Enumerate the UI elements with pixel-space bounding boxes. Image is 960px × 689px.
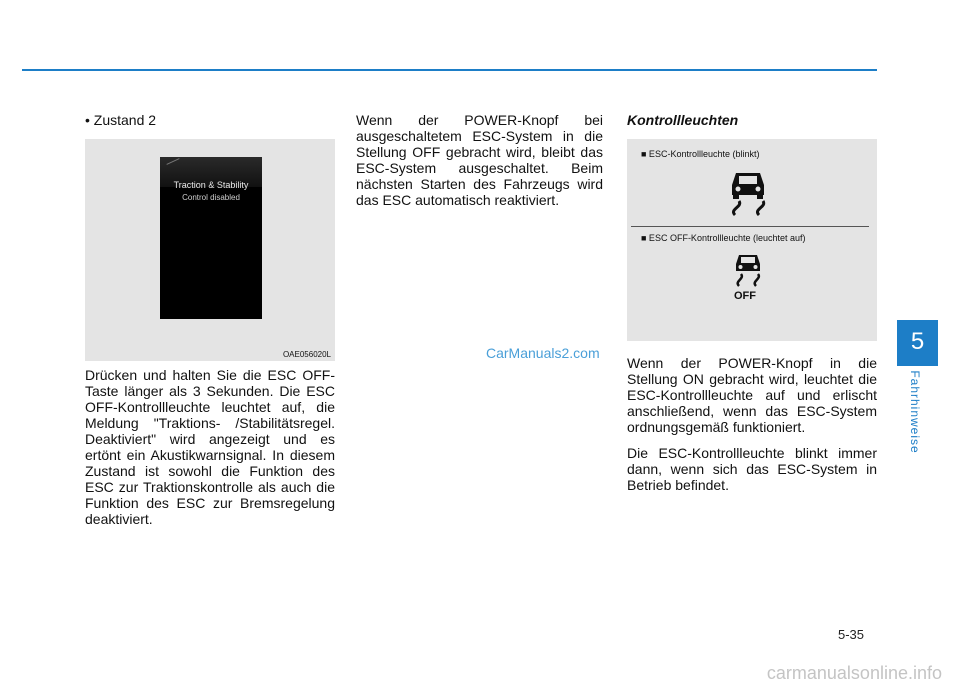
chapter-label-wrap xyxy=(905,370,925,460)
middle-body-text: Wenn der POWER-Knopf bei ausgeschaltetem ESC-System in die Stellung OFF gebracht wird, bleibt das ESC-System ausgeschaltet. Beim nächsten Starten des Fahrzeugs wird das ESC automatisch reaktiviert. xyxy=(356,112,603,208)
left-body-text: Drücken und halten Sie die ESC OFF-Taste länger als 3 Sekunden. Die ESC OFF-Kontrollleuchte leuchtet auf, die Meldung "Traktions- /Stabilitätsregel. Deaktiviert" wird angezeigt und es ertönt ein Akustikwarnsignal. In diesem Zustand ist sowohl die Funktion des ESC zur Traktionskontrolle als auch die Funktion des ESC zur Bremsregelung deaktiviert. xyxy=(85,367,335,527)
left-column xyxy=(85,112,335,537)
chapter-tab xyxy=(897,320,938,366)
footer-watermark: carmanualsonline.info xyxy=(766,663,942,683)
esc-off-indicator-icon xyxy=(732,252,764,290)
indicator-divider xyxy=(631,226,869,227)
middle-column xyxy=(356,112,603,218)
cluster-figure xyxy=(85,139,335,361)
off-text: OFF xyxy=(734,290,756,302)
indicator-box xyxy=(627,139,877,341)
esc-indicator-icon xyxy=(727,167,769,217)
top-rule xyxy=(22,69,877,71)
figure-code: OAE056020L xyxy=(282,350,331,359)
chapter-label: Fahrhinweise xyxy=(908,370,922,454)
esc-off-indicator-label: ■ ESC OFF-Kontrollleuchte (leuchtet auf) xyxy=(641,233,806,243)
right-body-text-1: Wenn der POWER-Knopf in die Stellung ON gebracht wird, leuchtet die ESC-Kontrollleuchte auf und erlischt anschließend, wenn das ESC-System ordnungsgemäß funktioniert. xyxy=(627,355,877,435)
display-line-1: Traction & Stability xyxy=(173,180,249,190)
section-heading: Kontrollleuchten xyxy=(627,112,739,128)
page-number: 5-35 xyxy=(838,627,865,642)
condition-bullet: • Zustand 2 xyxy=(85,112,157,128)
esc-indicator-label: ■ ESC-Kontrollleuchte (blinkt) xyxy=(641,149,760,159)
watermark: CarManuals2.com xyxy=(486,345,600,361)
cluster-display xyxy=(160,157,262,319)
right-body-text-2: Die ESC-Kontrollleuchte blinkt immer dann, wenn sich das ESC-System in Betrieb befindet. xyxy=(627,445,877,493)
chapter-number: 5 xyxy=(910,328,925,355)
right-column xyxy=(627,112,877,503)
footer xyxy=(0,663,960,689)
display-line-2: Control disabled xyxy=(182,193,240,202)
